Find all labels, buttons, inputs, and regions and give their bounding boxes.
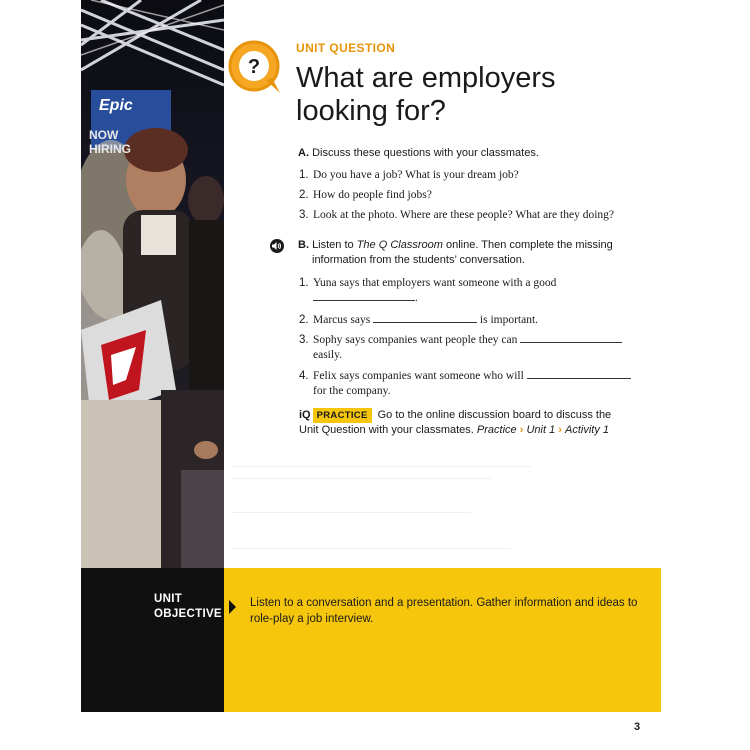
answer-blank[interactable]	[313, 300, 415, 301]
exercise-a-item	[299, 168, 639, 183]
item-text: Marcus says	[313, 314, 371, 326]
objective-arrow-icon	[229, 600, 236, 614]
practice-text-line2: Unit Question with your classmates.	[299, 424, 474, 436]
item-number: 2.	[299, 189, 309, 201]
answer-blank[interactable]	[527, 378, 631, 379]
svg-text:?: ?	[247, 56, 261, 78]
page-footer	[81, 712, 661, 750]
exercise-b-text-line2: information from the students’ conversation.	[312, 254, 525, 266]
item-number: 1.	[299, 277, 309, 289]
show-through-line	[231, 512, 471, 513]
item-number: 3.	[299, 334, 309, 346]
objective-text-block	[224, 568, 661, 712]
item-text: Sophy says companies want people they can	[313, 334, 518, 346]
exercise-b-item	[299, 313, 639, 328]
item-text: How do people find jobs?	[313, 189, 432, 201]
show-through-line	[231, 466, 531, 467]
item-text-end: .	[415, 292, 418, 304]
unit-objective-text: Listen to a conversation and a presentation. Gather information and ideas to role-play a job interview.	[250, 597, 638, 625]
chevron-right-icon: ›	[519, 424, 524, 436]
exercise-b-text-post: online. Then complete the missing	[442, 239, 613, 251]
exercise-b-letter: B.	[298, 239, 309, 251]
answer-blank[interactable]	[520, 342, 622, 343]
title-line1: What are employers	[296, 62, 556, 94]
objective-label-block	[81, 568, 224, 712]
item-text-end: for the company.	[313, 385, 391, 397]
exercise-b-item	[299, 333, 639, 363]
question-q-icon	[228, 40, 282, 94]
practice-badge: PRACTICE	[313, 408, 372, 423]
exercise-a-instruction	[298, 146, 539, 161]
practice-path-link[interactable]: Practice	[476, 424, 517, 436]
item-text: Yuna says that employers want someone with a good	[313, 277, 557, 289]
exercise-b-text-pre: Listen to	[312, 239, 357, 251]
item-text: Look at the photo. Where are these people? What are they doing?	[313, 209, 615, 221]
booth-sign-logo: Epic	[99, 97, 133, 114]
practice-path-unit[interactable]: Unit 1	[526, 424, 556, 436]
item-text: Felix says companies want someone who will	[313, 370, 524, 382]
iq-logo-icon: iQ	[299, 409, 311, 421]
exercise-a-item	[299, 188, 639, 203]
exercise-a-text: Discuss these questions with your classmates.	[312, 147, 539, 159]
chevron-right-icon: ›	[558, 424, 562, 436]
q-classroom-title: The Q Classroom	[356, 239, 443, 251]
unit-question-title	[296, 62, 626, 128]
booth-sign-banner: NOW HIRING	[89, 128, 131, 156]
exercise-b-instruction	[298, 238, 638, 268]
exercise-b-item	[299, 276, 639, 306]
objective-heading-line1: UNIT	[154, 593, 183, 605]
career-fair-photo	[81, 0, 224, 568]
objective-heading-line2: OBJECTIVE	[154, 608, 222, 620]
exercise-a-item	[299, 208, 639, 223]
page-number: 3	[634, 721, 641, 733]
unit-question-label: UNIT QUESTION	[296, 41, 396, 55]
item-number: 2.	[299, 314, 309, 326]
audio-speaker-icon[interactable]	[270, 239, 284, 253]
practice-text-line1: Go to the online discussion board to discuss the	[377, 409, 612, 421]
title-line2: looking for?	[296, 95, 446, 127]
show-through-line	[231, 478, 491, 479]
item-text-end: is important.	[477, 314, 539, 326]
practice-path-activity[interactable]: Activity 1	[565, 424, 610, 436]
iq-practice-note	[299, 408, 639, 438]
item-number: 1.	[299, 169, 309, 181]
item-number: 4.	[299, 370, 309, 382]
item-text-end: easily.	[313, 349, 342, 361]
exercise-a-letter: A.	[298, 147, 309, 159]
exercise-b-item	[299, 369, 639, 399]
show-through-line	[231, 548, 511, 549]
unit-objective-heading	[154, 592, 224, 622]
item-text: Do you have a job? What is your dream job?	[313, 169, 519, 181]
answer-blank[interactable]	[373, 322, 477, 323]
textbook-page	[81, 0, 661, 712]
item-number: 3.	[299, 209, 309, 221]
